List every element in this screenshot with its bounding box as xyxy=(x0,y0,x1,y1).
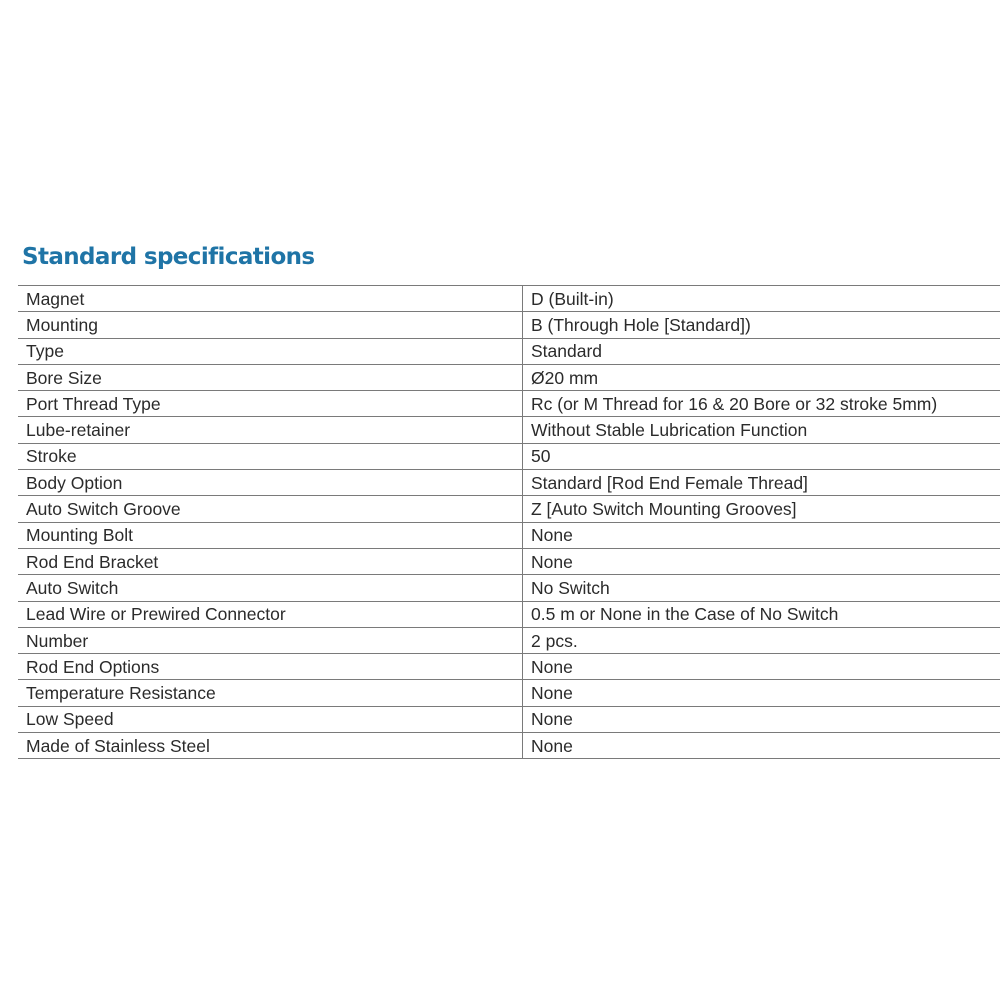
spec-value: None xyxy=(523,654,1000,680)
spec-label: Body Option xyxy=(18,470,523,496)
table-row xyxy=(18,522,1000,548)
spec-label: Mounting xyxy=(18,312,523,338)
table-row xyxy=(18,706,1000,732)
table-row xyxy=(18,575,1000,601)
spec-value: None xyxy=(523,733,1000,759)
spec-label: Rod End Options xyxy=(18,654,523,680)
table-row xyxy=(18,601,1000,627)
spec-value: Rc (or M Thread for 16 & 20 Bore or 32 stroke 5mm) xyxy=(523,391,1000,417)
spec-value: None xyxy=(523,522,1000,548)
spec-label: Type xyxy=(18,338,523,364)
spec-label: Auto Switch Groove xyxy=(18,496,523,522)
spec-label: Stroke xyxy=(18,443,523,469)
table-row xyxy=(18,443,1000,469)
table-row xyxy=(18,286,1000,312)
spec-value: 2 pcs. xyxy=(523,627,1000,653)
spec-label: Number xyxy=(18,627,523,653)
table-row xyxy=(18,312,1000,338)
spec-value: None xyxy=(523,680,1000,706)
table-row xyxy=(18,548,1000,574)
table-row xyxy=(18,338,1000,364)
spec-label: Bore Size xyxy=(18,364,523,390)
specifications-table xyxy=(18,285,1000,759)
spec-value: Ø20 mm xyxy=(523,364,1000,390)
spec-label: Made of Stainless Steel xyxy=(18,733,523,759)
table-row xyxy=(18,470,1000,496)
spec-value: Without Stable Lubrication Function xyxy=(523,417,1000,443)
spec-value: B (Through Hole [Standard]) xyxy=(523,312,1000,338)
spec-label: Port Thread Type xyxy=(18,391,523,417)
spec-label: Auto Switch xyxy=(18,575,523,601)
table-row xyxy=(18,417,1000,443)
spec-value: 50 xyxy=(523,443,1000,469)
table-row xyxy=(18,496,1000,522)
spec-label: Mounting Bolt xyxy=(18,522,523,548)
table-row xyxy=(18,364,1000,390)
spec-label: Temperature Resistance xyxy=(18,680,523,706)
spec-value: None xyxy=(523,706,1000,732)
spec-value: 0.5 m or None in the Case of No Switch xyxy=(523,601,1000,627)
spec-value: None xyxy=(523,548,1000,574)
spec-value: D (Built-in) xyxy=(523,286,1000,312)
table-row xyxy=(18,391,1000,417)
spec-label: Magnet xyxy=(18,286,523,312)
table-row xyxy=(18,627,1000,653)
spec-label: Rod End Bracket xyxy=(18,548,523,574)
spec-label: Lube-retainer xyxy=(18,417,523,443)
table-row xyxy=(18,680,1000,706)
spec-value: Standard xyxy=(523,338,1000,364)
table-row xyxy=(18,654,1000,680)
table-row xyxy=(18,733,1000,759)
spec-value: Standard [Rod End Female Thread] xyxy=(523,470,1000,496)
page-title: Standard specifications xyxy=(22,244,315,270)
spec-label: Lead Wire or Prewired Connector xyxy=(18,601,523,627)
spec-label: Low Speed xyxy=(18,706,523,732)
spec-value: No Switch xyxy=(523,575,1000,601)
spec-value: Z [Auto Switch Mounting Grooves] xyxy=(523,496,1000,522)
